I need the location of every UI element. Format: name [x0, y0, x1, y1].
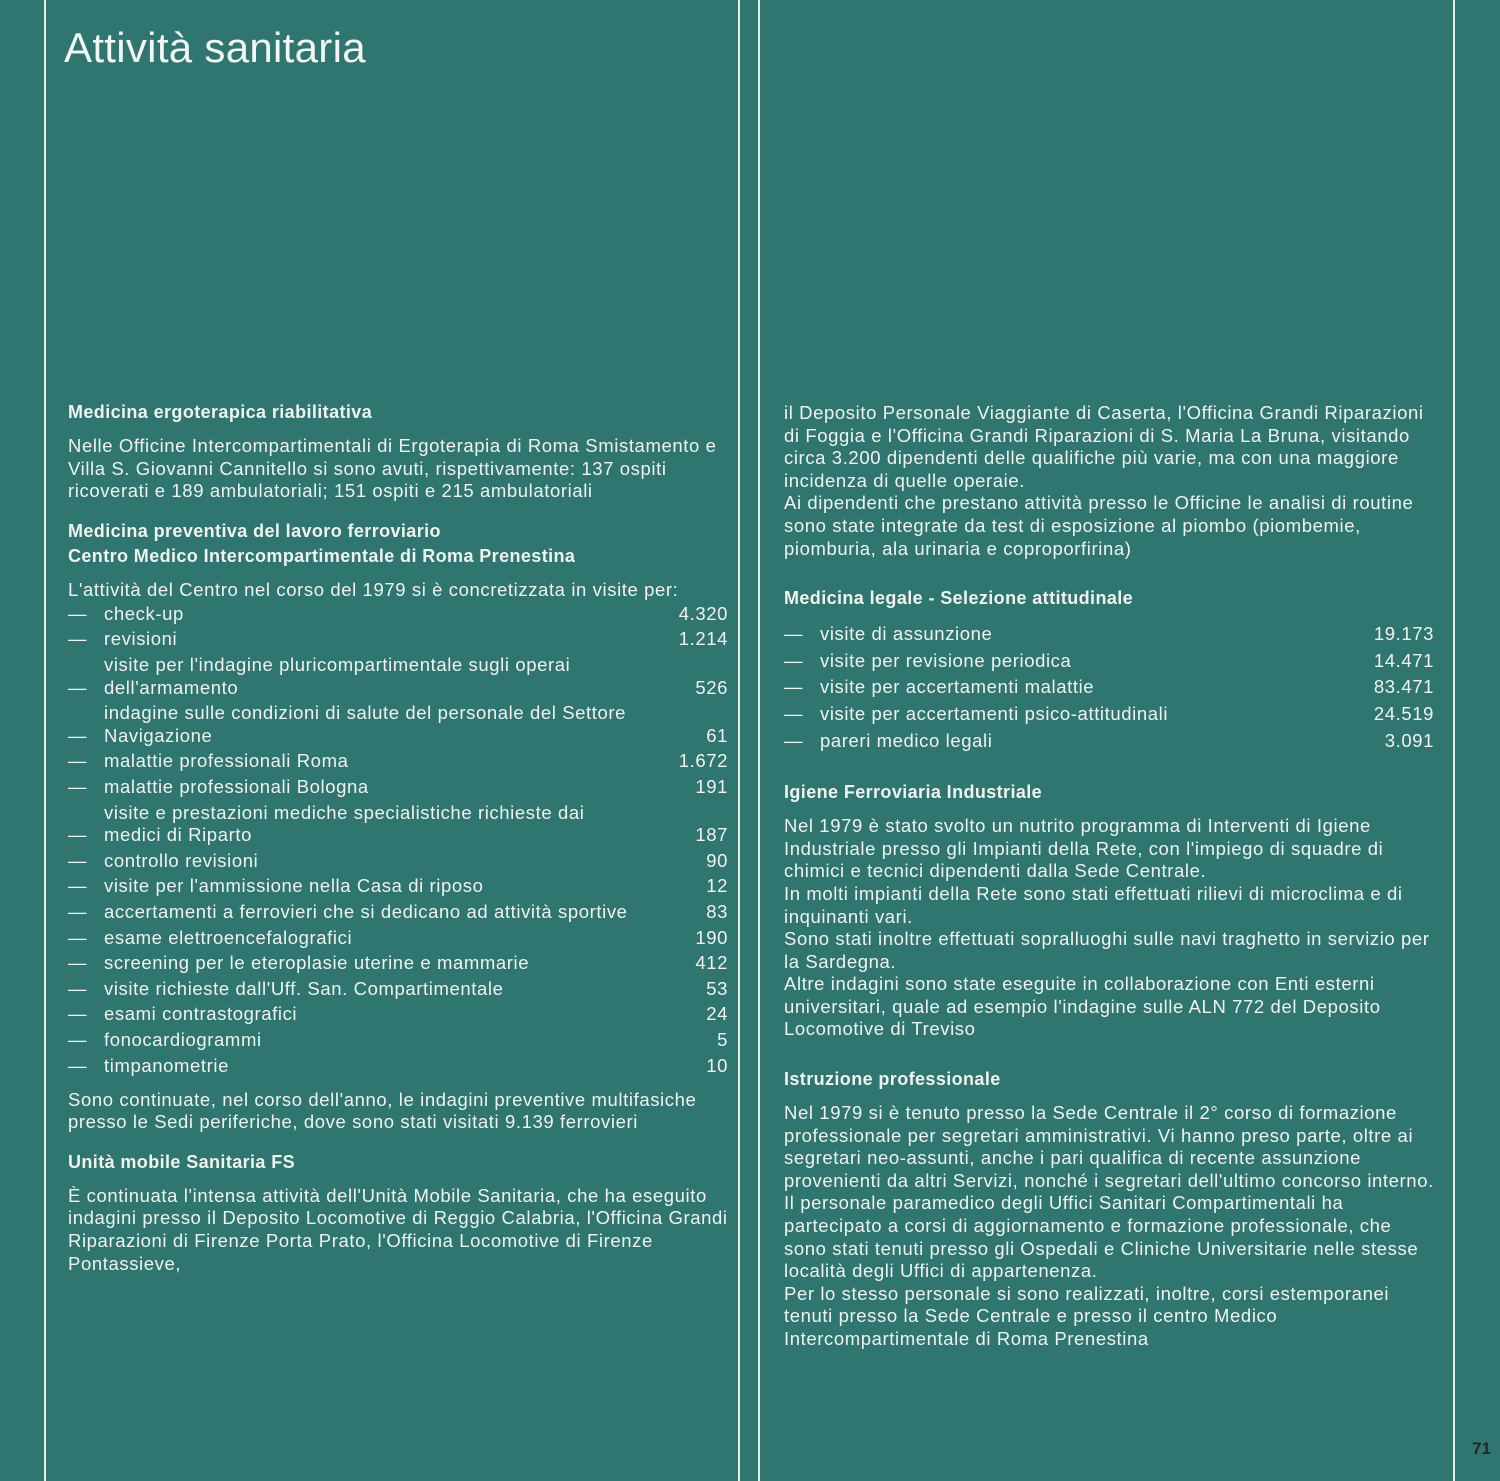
list-item: — visite per accertamenti malattie 83.471	[784, 676, 1434, 698]
list-item-label: visite di assunzione	[820, 623, 993, 645]
list-item-value: 12	[706, 875, 728, 897]
list-item-label: malattie professionali Bologna	[104, 776, 369, 798]
list-item-label: visite e prestazioni mediche specialistiche richieste dai medici di Riparto	[104, 801, 585, 846]
list-item-value: 3.091	[1384, 729, 1434, 751]
list-item: — visite per accertamenti psico-attitudinali 24.519	[784, 702, 1434, 724]
list-item: — esame elettroencefalografici 190	[68, 926, 728, 948]
list-item-value: 5	[717, 1028, 728, 1050]
istruzione-paragraph-3: Per lo stesso personale si sono realizzati, inoltre, corsi estemporanei tenuti presso la Sede Centrale e presso il centro Medico Intercompartimentale di Roma Prenestina	[784, 1282, 1390, 1349]
list-item-label: indagine sulle condizioni di salute del personale del Settore Navigazione	[104, 702, 627, 746]
list-item-label: fonocardiogrammi	[104, 1028, 262, 1050]
list-item-value: 53	[706, 977, 728, 999]
section-heading-unita-mobile: Unità mobile Sanitaria FS	[68, 1151, 296, 1172]
unita-mobile-continuation: il Deposito Personale Viaggiante di Caserta, l'Officina Grandi Riparazioni di Foggia e l'Officina Grandi Riparazioni di S. Maria La Bruna, visitando circa 3.200 dipendenti delle qualifiche più varie, ma con una maggiore incidenza di quelle operaie.	[784, 402, 1424, 491]
list-item-value: 14.471	[1373, 649, 1434, 671]
section-heading-medicina-legale: Medicina legale - Selezione attitudinale	[784, 588, 1134, 609]
igiene-paragraph-3: Sono stati inoltre effettuati sopralluoghi sulle navi traghetto in servizio per la Sardegna.	[784, 928, 1430, 972]
list-item-value: 90	[706, 849, 728, 871]
list-item-value: 24	[706, 1003, 728, 1025]
list-item-value: 1.672	[678, 750, 728, 772]
list-item: — esami contrastografici 24	[68, 1003, 728, 1025]
list-item: — accertamenti a ferrovieri che si dedicano ad attività sportive 83	[68, 901, 728, 922]
igiene-paragraph-4: Altre indagini sono state eseguite in collaborazione con Enti esterni universitari, quale ad esempio l'indagine sulle ALN 772 del Deposito Locomotive di Treviso	[784, 973, 1381, 1040]
list-item: — visite richieste dall'Uff. San. Compartimentale 53	[68, 977, 728, 999]
list-item-value: 19.173	[1373, 623, 1434, 645]
unita-mobile-text: È continuata l'intensa attività dell'Unità Mobile Sanitaria, che ha eseguito indagini presso il Deposito Locomotive di Reggio Calabria, l'Officina Grandi Riparazioni di Firenze Porta Prato, l'Officina Locomotive di Firenze Pontassieve,	[68, 1184, 728, 1274]
page-title: Attività sanitaria	[64, 24, 366, 71]
list-item-value: 24.519	[1373, 702, 1434, 724]
right-column	[784, 402, 1434, 1351]
istruzione-paragraph-2: Il personale paramedico degli Uffici Sanitari Compartimentali ha partecipato a corsi di aggiornamento e formazione professionale, che sono stati tenuti presso gli Ospedali e Cliniche Universitarie nelle stesse località degli Uffici di appartenenza.	[784, 1192, 1419, 1282]
list-item-value: 61	[706, 724, 728, 746]
igiene-paragraph-2: In molti impianti della Rete sono stati effettuati rilievi di microclima e di inquinanti vari.	[784, 882, 1403, 927]
section-subheading-centro-medico: Centro Medico Intercompartimentale di Roma Prenestina	[68, 545, 576, 566]
list-item-label: check-up	[104, 602, 184, 624]
section-heading-istruzione: Istruzione professionale	[784, 1069, 1001, 1090]
section-heading-ergoterapica: Medicina ergoterapica riabilitativa	[68, 402, 373, 422]
right-border-rule	[1453, 0, 1455, 1481]
section-heading-preventiva: Medicina preventiva del lavoro ferroviario	[68, 520, 441, 541]
left-column	[68, 400, 728, 1275]
list-item-label: controllo revisioni	[104, 849, 259, 871]
list-item-label: visite per revisione periodica	[820, 649, 1072, 671]
list-item: — visite per revisione periodica 14.471	[784, 649, 1434, 671]
list-item: — pareri medico legali 3.091	[784, 729, 1434, 751]
list-item: — controllo revisioni 90	[68, 849, 728, 871]
piombo-text: Ai dipendenti che prestano attività presso le Officine le analisi di routine sono state integrate da test di esposizione al piombo (piombemie, piomburia, ala urinaria e coproporfirina)	[784, 492, 1414, 559]
list-item-value: 1.214	[678, 628, 728, 650]
list-item-value: 191	[695, 776, 728, 798]
list-item-label: visite per l'ammissione nella Casa di riposo	[104, 875, 484, 897]
section-heading-igiene: Igiene Ferroviaria Industriale	[784, 782, 1043, 803]
list-item: — visite per l'indagine pluricompartimentale sugli operai dell'armamento 526	[68, 654, 728, 698]
list-item-label: malattie professionali Roma	[104, 750, 349, 772]
list-item: — fonocardiogrammi 5	[68, 1028, 728, 1050]
list-item-value: 526	[695, 676, 728, 698]
list-item-label: pareri medico legali	[820, 729, 993, 751]
medicina-legale-list	[784, 621, 1434, 754]
preventiva-outro: Sono continuate, nel corso dell'anno, le indagini preventive multifasiche presso le Sedi periferiche, dove sono stati visitati 9.139 ferrovieri	[68, 1088, 697, 1133]
list-item: — visite di assunzione 19.173	[784, 623, 1434, 645]
list-item-value: 10	[706, 1054, 728, 1076]
column-divider-right	[758, 0, 760, 1481]
list-item: — visite per l'ammissione nella Casa di riposo 12	[68, 875, 728, 897]
left-border-rule	[44, 0, 46, 1481]
list-item-label: visite per accertamenti psico-attitudinali	[820, 702, 1169, 724]
list-item-label: visite richieste dall'Uff. San. Compartimentale	[104, 977, 504, 999]
list-item: — indagine sulle condizioni di salute del personale del Settore Navigazione 61	[68, 702, 728, 746]
list-item-value: 4.320	[678, 602, 728, 624]
istruzione-paragraph-1: Nel 1979 si è tenuto presso la Sede Centrale il 2° corso di formazione professionale per segretari amministrativi. Vi hanno preso parte, oltre ai segretari neo-assunti, anche i pari qualifica di recente assunzione provenienti da altri Servizi, nonché i segretari dell'ultimo concorso interno.	[784, 1102, 1434, 1191]
list-item: — timpanometrie 10	[68, 1054, 728, 1076]
list-item-value: 187	[695, 824, 728, 846]
list-item: — revisioni 1.214	[68, 628, 728, 650]
preventiva-visits-list	[68, 601, 728, 1078]
list-item-label: screening per le eteroplasie uterine e mammarie	[104, 952, 530, 974]
list-item: — visite e prestazioni mediche specialistiche richieste dai medici di Riparto 187	[68, 801, 728, 846]
list-item-value: 412	[695, 952, 728, 974]
page-number: 71	[1472, 1439, 1491, 1458]
list-item-label: esami contrastografici	[104, 1003, 298, 1025]
list-item: — malattie professionali Roma 1.672	[68, 750, 728, 772]
list-item-label: revisioni	[104, 628, 178, 650]
column-divider-left	[738, 0, 740, 1481]
list-item: — check-up 4.320	[68, 602, 728, 624]
igiene-paragraph-1: Nel 1979 è stato svolto un nutrito programma di Interventi di Igiene Industriale presso gli Impianti della Rete, con l'impiego di squadre di chimici e tecnici dipendenti dalla Sede Centrale.	[784, 815, 1384, 882]
list-item: — screening per le eteroplasie uterine e mammarie 412	[68, 952, 728, 974]
preventiva-intro: L'attività del Centro nel corso del 1979 si è concretizzata in visite per:	[68, 578, 679, 600]
list-item: — malattie professionali Bologna 191	[68, 776, 728, 798]
list-item-value: 190	[695, 926, 728, 948]
list-item-label: accertamenti a ferrovieri che si dedicano ad attività sportive	[104, 901, 628, 922]
list-item-label: timpanometrie	[104, 1054, 230, 1076]
list-item-label: visite per accertamenti malattie	[820, 676, 1095, 698]
list-item-value: 83.471	[1373, 676, 1434, 698]
ergoterapica-text: Nelle Officine Intercompartimentali di Ergoterapia di Roma Smistamento e Villa S. Giovanni Cannitello si sono avuti, rispettivamente: 137 ospiti ricoverati e 189 ambulatoriali; 151 ospiti e 215 ambulatoriali	[68, 435, 717, 502]
list-item-label: esame elettroencefalografici	[104, 926, 353, 948]
list-item-value: 83	[706, 901, 728, 922]
list-item-label: visite per l'indagine pluricompartimentale sugli operai dell'armamento	[104, 654, 571, 698]
